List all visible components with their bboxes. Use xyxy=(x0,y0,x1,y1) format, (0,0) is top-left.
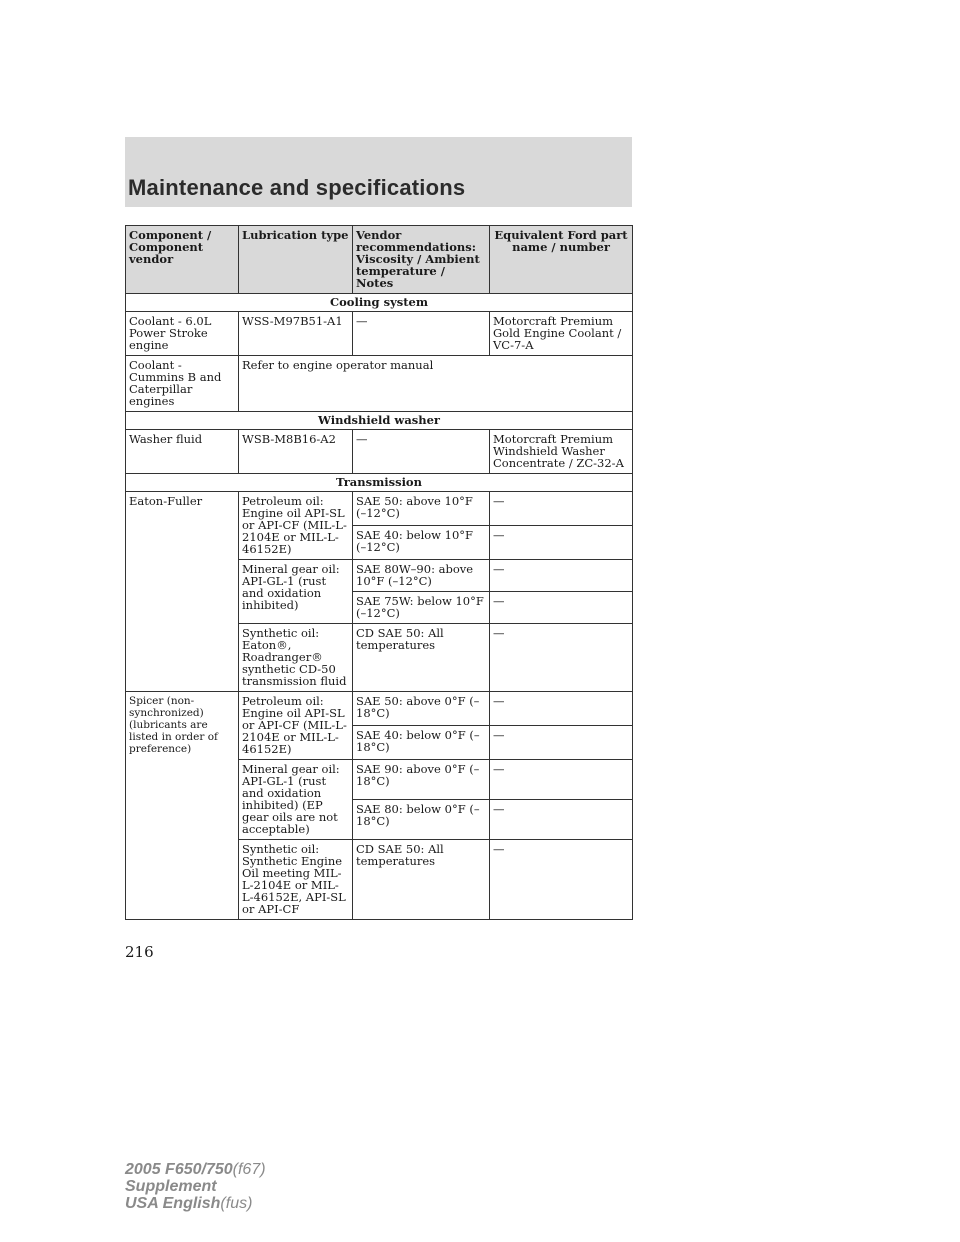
vendor-cell: — xyxy=(353,430,490,474)
ford-part-cell: — xyxy=(490,800,633,840)
column-header-vendor: Vendor recommendations: Viscosity / Ambient temperature / Notes xyxy=(353,226,490,294)
vendor-cell: CD SAE 50: All temperatures xyxy=(353,840,490,920)
section-row xyxy=(126,412,633,430)
section-cooling-system: Cooling system xyxy=(126,294,633,312)
lubrication-cell: Mineral gear oil: API-GL-1 (rust and oxidation inhibited) (EP gear oils are not acceptable) xyxy=(239,760,353,840)
column-header-ford-part: Equivalent Ford part name / number xyxy=(490,226,633,294)
page-number: 216 xyxy=(125,943,154,961)
component-cell: Eaton-Fuller xyxy=(126,492,239,692)
footer-line-supplement xyxy=(125,1178,266,1195)
footer-language: USA English xyxy=(125,1195,221,1212)
ford-part-cell: — xyxy=(490,692,633,726)
vendor-cell: SAE 90: above 0°F (–18°C) xyxy=(353,760,490,800)
vendor-cell: SAE 80: below 0°F (–18°C) xyxy=(353,800,490,840)
vendor-cell: SAE 80W–90: above 10°F (–12°C) xyxy=(353,560,490,592)
ford-part-cell: — xyxy=(490,592,633,624)
lubricant-spec-table xyxy=(125,225,633,920)
ford-part-cell: Motorcraft Premium Gold Engine Coolant / VC-7-A xyxy=(490,312,633,356)
table-row xyxy=(126,692,633,726)
table-header-row xyxy=(126,226,633,294)
page-title: Maintenance and specifications xyxy=(128,175,466,200)
footer-language-code: (fus) xyxy=(220,1195,253,1212)
footer-model-code: (f67) xyxy=(232,1161,266,1178)
ford-part-cell: — xyxy=(490,760,633,800)
lubrication-cell: Petroleum oil: Engine oil API-SL or API-CF (MIL-L-2104E or MIL-L-46152E) xyxy=(239,692,353,760)
vendor-cell: SAE 50: above 0°F (–18°C) xyxy=(353,692,490,726)
table-row xyxy=(126,492,633,526)
section-header xyxy=(125,137,632,207)
ford-part-cell: — xyxy=(490,560,633,592)
lubrication-cell: WSS-M97B51-A1 xyxy=(239,312,353,356)
ford-part-cell: — xyxy=(490,526,633,560)
column-header-component: Component / Component vendor xyxy=(126,226,239,294)
component-cell: Spicer (non-synchronized) (lubricants are listed in order of preference) xyxy=(126,692,239,920)
table-row xyxy=(126,312,633,356)
ford-part-cell: — xyxy=(490,492,633,526)
column-header-lubrication: Lubrication type xyxy=(239,226,353,294)
footer-line-model xyxy=(125,1161,266,1178)
vendor-cell: SAE 40: below 0°F (–18°C) xyxy=(353,726,490,760)
section-row xyxy=(126,294,633,312)
lubrication-cell: Synthetic oil: Eaton®, Roadranger® synthetic CD-50 transmission fluid xyxy=(239,624,353,692)
document-footer xyxy=(125,1161,266,1212)
lubrication-cell: Refer to engine operator manual xyxy=(239,356,633,412)
section-windshield-washer: Windshield washer xyxy=(126,412,633,430)
vendor-cell: — xyxy=(353,312,490,356)
vendor-cell: SAE 40: below 10°F (–12°C) xyxy=(353,526,490,560)
section-transmission: Transmission xyxy=(126,474,633,492)
lubrication-cell: Mineral gear oil: API-GL-1 (rust and oxidation inhibited) xyxy=(239,560,353,624)
component-cell: Washer fluid xyxy=(126,430,239,474)
lubrication-cell: Petroleum oil: Engine oil API-SL or API-CF (MIL-L-2104E or MIL-L-46152E) xyxy=(239,492,353,560)
ford-part-cell: — xyxy=(490,840,633,920)
section-row xyxy=(126,474,633,492)
footer-model: 2005 F650/750 xyxy=(125,1161,233,1178)
vendor-cell: SAE 50: above 10°F (–12°C) xyxy=(353,492,490,526)
component-cell: Coolant - 6.0L Power Stroke engine xyxy=(126,312,239,356)
ford-part-cell: — xyxy=(490,726,633,760)
table-row xyxy=(126,356,633,412)
table-row xyxy=(126,430,633,474)
component-cell: Coolant - Cummins B and Caterpillar engines xyxy=(126,356,239,412)
ford-part-cell: — xyxy=(490,624,633,692)
lubrication-cell: WSB-M8B16-A2 xyxy=(239,430,353,474)
vendor-cell: SAE 75W: below 10°F (–12°C) xyxy=(353,592,490,624)
footer-supplement: Supplement xyxy=(125,1178,217,1195)
ford-part-cell: Motorcraft Premium Windshield Washer Concentrate / ZC-32-A xyxy=(490,430,633,474)
vendor-cell: CD SAE 50: All temperatures xyxy=(353,624,490,692)
lubrication-cell: Synthetic oil: Synthetic Engine Oil meeting MIL-L-2104E or MIL-L-46152E, API-SL or API-CF xyxy=(239,840,353,920)
footer-line-language xyxy=(125,1195,266,1212)
